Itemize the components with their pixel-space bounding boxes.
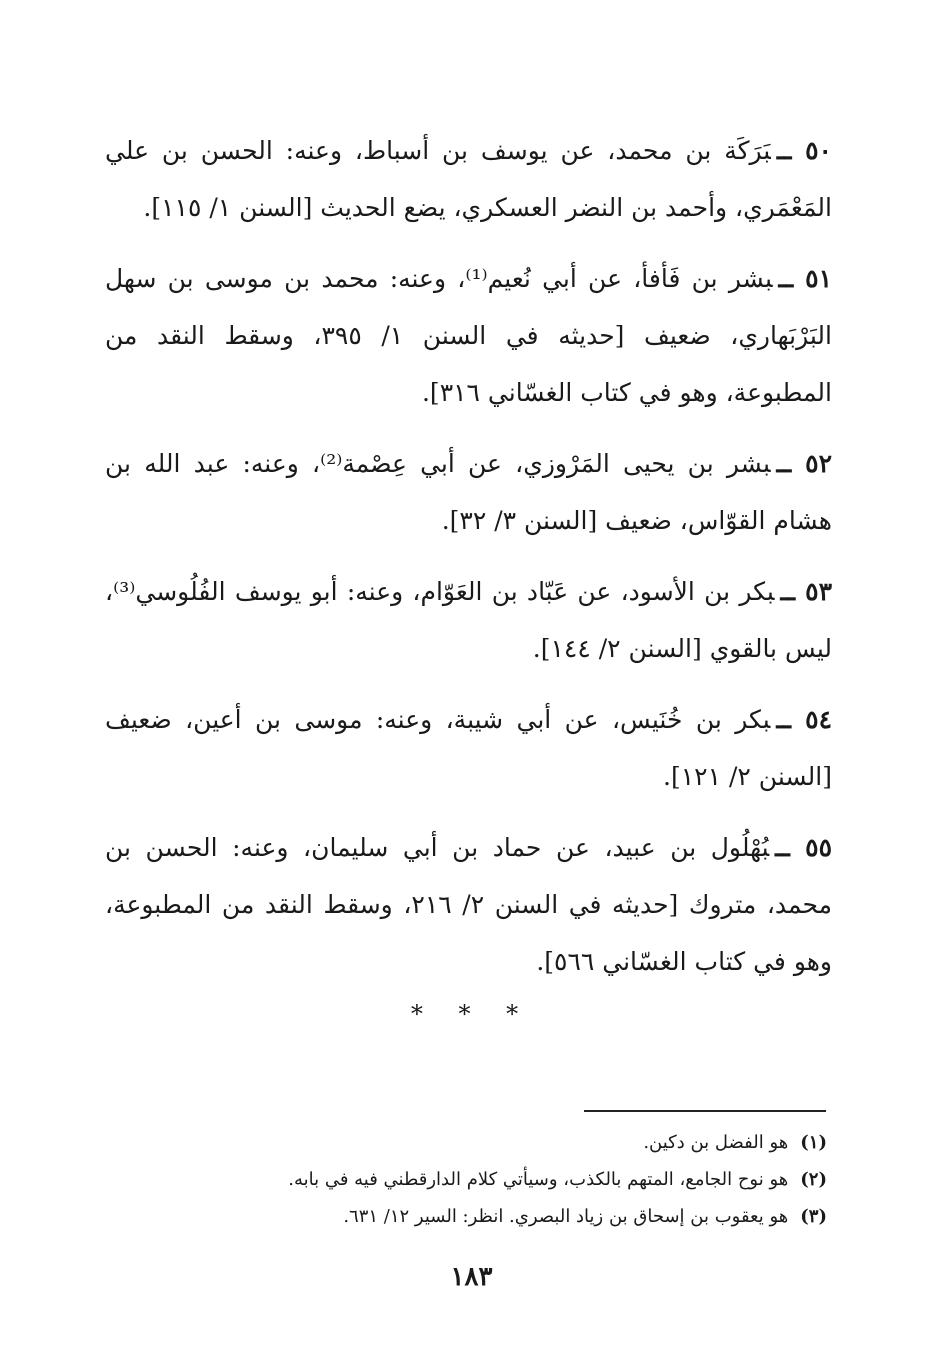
footnote-2: [105, 1161, 827, 1198]
entry-number: ٥٤ ــ: [776, 705, 832, 734]
entry-55: [105, 819, 832, 990]
entry-number: ٥٠ ــ: [776, 136, 832, 165]
entry-51: [105, 250, 832, 421]
footnote-text: هو يعقوب بن إسحاق بن زياد البصري. انظر: السير ١٢/ ٦٣١.: [343, 1206, 789, 1227]
entry-50: [105, 122, 832, 236]
entry-number: ٥٥ ــ: [775, 833, 832, 862]
entry-53: [105, 563, 832, 677]
footnote-text: هو الفضل بن دكين.: [643, 1132, 789, 1153]
entry-number: ٥٢ ــ: [776, 449, 832, 478]
entry-text: بكر بن الأسود، عن عَبّاد بن العَوّام، وعنه: أبو يوسف الفُلُوسي⁽³⁾، ليس بالقوي [السنن ٢/ ١٤٤].: [105, 577, 832, 663]
entry-text: بُهْلُول بن عبيد، عن حماد بن أبي سليمان، وعنه: الحسن بن محمد، متروك [حديثه في السنن ٢/ ٢١٦، وسقط النقد من المطبوعة، وهو في كتاب الغسّاني ٥٦٦].: [105, 833, 833, 976]
footnote-number: (٣): [800, 1206, 827, 1227]
entry-number: ٥٣ ــ: [780, 577, 832, 606]
section-separator: * * *: [410, 1000, 533, 1028]
entry-text: بكر بن خُنَيس، عن أبي شيبة، وعنه: موسى بن أعين، ضعيف [السنن ٢/ ١٢١].: [105, 705, 832, 791]
entry-text: بَرَكَة بن محمد، عن يوسف بن أسباط، وعنه: الحسن بن علي المَعْمَري، وأحمد بن النضر العسكري، يضع الحديث [السنن ١/ ١١٥].: [105, 136, 832, 222]
entry-54: [105, 691, 832, 805]
entries-list: [105, 122, 832, 1004]
footnote-3: [105, 1198, 827, 1235]
entry-text: بشر بن فَأفأ، عن أبي نُعيم⁽¹⁾، وعنه: محمد بن موسى بن سهل البَرْبَهاري، ضعيف [حديثه في السنن ١/ ٣٩٥، وسقط النقد من المطبوعة، وهو في كتاب الغسّاني ٣١٦].: [105, 264, 832, 407]
footnote-number: (٢): [800, 1169, 827, 1190]
footnote-text: هو نوح الجامع، المتهم بالكذب، وسيأتي كلام الدارقطني فيه في بابه.: [288, 1169, 789, 1190]
page-number: ١٨٣: [450, 1262, 493, 1292]
entry-number: ٥١ ــ: [778, 264, 832, 293]
footnote-divider: [584, 1110, 826, 1112]
footnote-1: [105, 1124, 827, 1161]
entry-text: بشر بن يحيى المَرْوزي، عن أبي عِصْمة⁽²⁾، وعنه: عبد الله بن هشام القوّاس، ضعيف [السنن ٣/ ٣٢].: [105, 449, 832, 535]
footnote-number: (١): [800, 1132, 827, 1153]
entry-52: [105, 435, 832, 549]
footnotes: [105, 1124, 827, 1235]
